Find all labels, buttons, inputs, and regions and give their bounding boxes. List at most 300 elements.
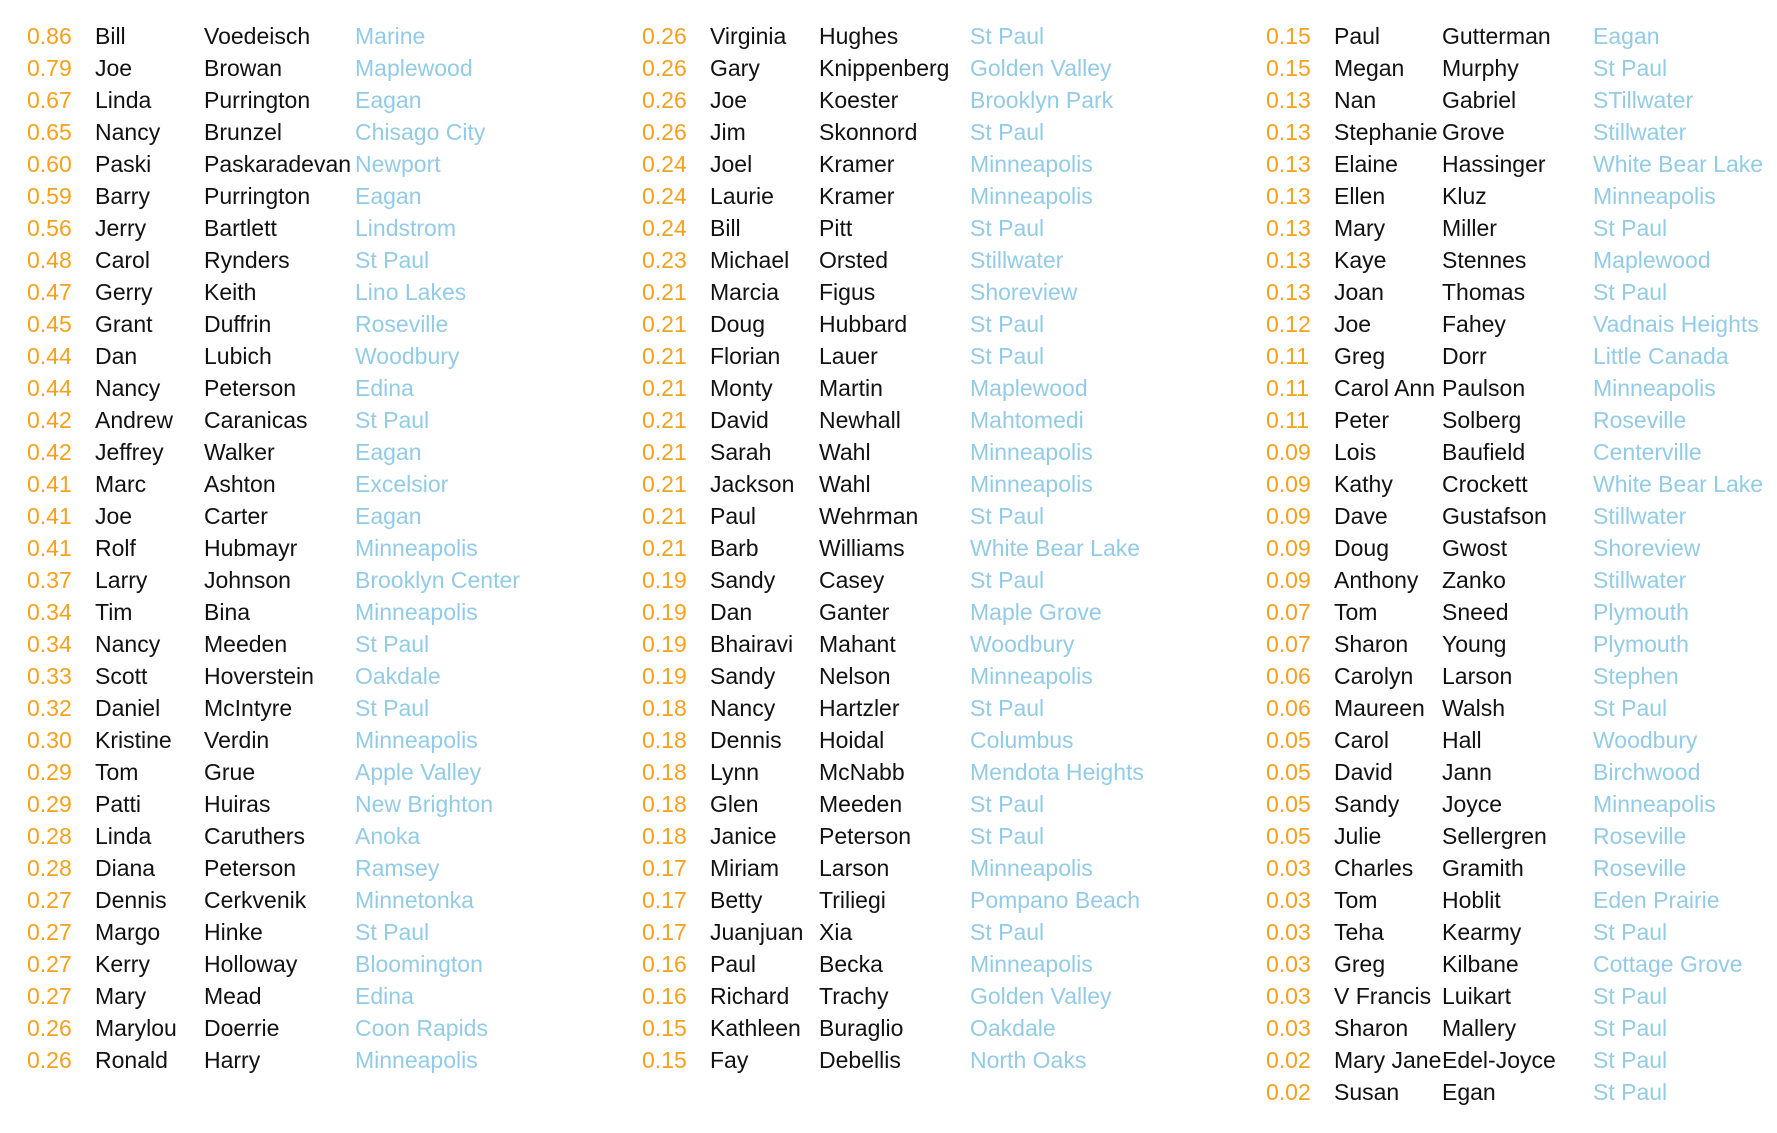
city-name: Minneapolis bbox=[970, 663, 1093, 689]
first-name: Greg bbox=[1334, 951, 1386, 977]
first-name: Richard bbox=[710, 983, 790, 1009]
score-value: 0.13 bbox=[1266, 151, 1311, 177]
score-value: 0.11 bbox=[1266, 407, 1310, 433]
score-value: 0.11 bbox=[1266, 343, 1310, 369]
city-name: Maplewood bbox=[970, 375, 1088, 401]
first-name: Lynn bbox=[710, 759, 760, 785]
last-name: Grove bbox=[1442, 119, 1505, 145]
score-value: 0.21 bbox=[642, 471, 687, 497]
city-name: Lindstrom bbox=[355, 215, 456, 241]
city-name: Excelsior bbox=[355, 471, 449, 497]
city-name: Eagan bbox=[355, 87, 422, 113]
city-name: Little Canada bbox=[1593, 343, 1729, 369]
last-name: Koester bbox=[819, 87, 899, 113]
score-value: 0.86 bbox=[27, 23, 72, 49]
city-name: St Paul bbox=[1593, 1047, 1668, 1073]
first-name: Tim bbox=[95, 599, 133, 625]
score-value: 0.44 bbox=[27, 375, 72, 401]
city-name: Birchwood bbox=[1593, 759, 1701, 785]
last-name: Walker bbox=[204, 439, 275, 465]
score-value: 0.13 bbox=[1266, 279, 1311, 305]
city-name: St Paul bbox=[1593, 919, 1668, 945]
score-value: 0.09 bbox=[1266, 503, 1311, 529]
last-name: Hartzler bbox=[819, 695, 900, 721]
first-name: Linda bbox=[95, 87, 152, 113]
score-value: 0.16 bbox=[642, 983, 687, 1009]
city-name: Eden Prairie bbox=[1593, 887, 1720, 913]
last-name: Keith bbox=[204, 279, 257, 305]
score-value: 0.07 bbox=[1266, 631, 1311, 657]
last-name: Caruthers bbox=[204, 823, 305, 849]
city-name: Pompano Beach bbox=[970, 887, 1141, 913]
city-name: Minneapolis bbox=[355, 1047, 478, 1073]
first-name: Laurie bbox=[710, 183, 774, 209]
score-value: 0.30 bbox=[27, 727, 72, 753]
city-name: St Paul bbox=[355, 695, 430, 721]
last-name: McNabb bbox=[819, 759, 905, 785]
last-name: Lubich bbox=[204, 343, 272, 369]
first-name: Jackson bbox=[710, 471, 795, 497]
first-name: Lois bbox=[1334, 439, 1377, 465]
score-value: 0.17 bbox=[642, 887, 687, 913]
first-name: Charles bbox=[1334, 855, 1414, 881]
first-name: Gerry bbox=[95, 279, 153, 305]
last-name: Gutterman bbox=[1442, 23, 1551, 49]
city-name: Minneapolis bbox=[970, 855, 1093, 881]
city-name: St Paul bbox=[1593, 695, 1668, 721]
first-name: Marcia bbox=[710, 279, 780, 305]
score-value: 0.59 bbox=[27, 183, 72, 209]
score-value: 0.65 bbox=[27, 119, 72, 145]
last-name: Brunzel bbox=[204, 119, 282, 145]
first-name: Dennis bbox=[710, 727, 782, 753]
city-name: Maplewood bbox=[1593, 247, 1711, 273]
last-name: Debellis bbox=[819, 1047, 901, 1073]
first-name: V Francis bbox=[1334, 983, 1432, 1009]
score-value: 0.29 bbox=[27, 759, 72, 785]
city-name: Lino Lakes bbox=[355, 279, 467, 305]
first-name: Anthony bbox=[1334, 567, 1419, 593]
score-value: 0.18 bbox=[642, 791, 687, 817]
last-name: Johnson bbox=[204, 567, 291, 593]
city-name: Centerville bbox=[1593, 439, 1702, 465]
first-name: Megan bbox=[1334, 55, 1405, 81]
city-name: Mendota Heights bbox=[970, 759, 1144, 785]
last-name: Xia bbox=[819, 919, 853, 945]
last-name: Miller bbox=[1442, 215, 1497, 241]
first-name: Marylou bbox=[95, 1015, 177, 1041]
city-name: St Paul bbox=[1593, 1079, 1668, 1105]
city-name: Woodbury bbox=[1593, 727, 1698, 753]
last-name: Newhall bbox=[819, 407, 901, 433]
score-value: 0.44 bbox=[27, 343, 72, 369]
score-value: 0.21 bbox=[642, 279, 687, 305]
last-name: Wehrman bbox=[819, 503, 919, 529]
score-value: 0.19 bbox=[642, 567, 687, 593]
last-name: Hall bbox=[1442, 727, 1482, 753]
first-name: Joel bbox=[710, 151, 753, 177]
last-name: Edel-Joyce bbox=[1442, 1047, 1556, 1073]
city-name: Columbus bbox=[970, 727, 1074, 753]
last-name: Peterson bbox=[819, 823, 912, 849]
last-name: Paulson bbox=[1442, 375, 1526, 401]
first-name: Stephanie bbox=[1334, 119, 1438, 145]
city-name: Maplewood bbox=[355, 55, 473, 81]
first-name: Kerry bbox=[95, 951, 150, 977]
first-name: Mary Jane bbox=[1334, 1047, 1442, 1073]
first-name: Dan bbox=[95, 343, 138, 369]
last-name: Stennes bbox=[1442, 247, 1527, 273]
city-name: Edina bbox=[355, 375, 414, 401]
last-name: Zanko bbox=[1442, 567, 1506, 593]
score-value: 0.17 bbox=[642, 855, 687, 881]
first-name: David bbox=[710, 407, 769, 433]
last-name: Meeden bbox=[819, 791, 903, 817]
score-value: 0.13 bbox=[1266, 247, 1311, 273]
last-name: Hinke bbox=[204, 919, 263, 945]
score-value: 0.05 bbox=[1266, 823, 1311, 849]
score-value: 0.19 bbox=[642, 631, 687, 657]
last-name: Walsh bbox=[1442, 695, 1506, 721]
city-name: Stillwater bbox=[1593, 567, 1687, 593]
first-name: Elaine bbox=[1334, 151, 1398, 177]
score-value: 0.21 bbox=[642, 503, 687, 529]
score-value: 0.09 bbox=[1266, 535, 1311, 561]
city-name: Oakdale bbox=[355, 663, 441, 689]
city-name: Woodbury bbox=[355, 343, 460, 369]
city-name: St Paul bbox=[970, 215, 1045, 241]
city-name: St Paul bbox=[970, 311, 1045, 337]
last-name: Larson bbox=[819, 855, 890, 881]
first-name: Jim bbox=[710, 119, 746, 145]
city-name: Minneapolis bbox=[355, 535, 478, 561]
first-name: Dave bbox=[1334, 503, 1388, 529]
first-name: Doug bbox=[1334, 535, 1389, 561]
last-name: Knippenberg bbox=[819, 55, 950, 81]
last-name: Gwost bbox=[1442, 535, 1508, 561]
first-name: Miriam bbox=[710, 855, 779, 881]
score-value: 0.26 bbox=[27, 1015, 72, 1041]
score-value: 0.27 bbox=[27, 919, 72, 945]
last-name: McIntyre bbox=[204, 695, 293, 721]
last-name: Thomas bbox=[1442, 279, 1526, 305]
last-name: Mallery bbox=[1442, 1015, 1517, 1041]
last-name: Buraglio bbox=[819, 1015, 904, 1041]
last-name: Duffrin bbox=[204, 311, 272, 337]
last-name: Holloway bbox=[204, 951, 298, 977]
score-value: 0.27 bbox=[27, 983, 72, 1009]
score-value: 0.11 bbox=[1266, 375, 1310, 401]
first-name: Ellen bbox=[1334, 183, 1386, 209]
score-value: 0.21 bbox=[642, 311, 687, 337]
score-value: 0.15 bbox=[642, 1047, 687, 1073]
city-name: Roseville bbox=[1593, 407, 1687, 433]
score-value: 0.32 bbox=[27, 695, 72, 721]
score-value: 0.15 bbox=[642, 1015, 687, 1041]
first-name: Nan bbox=[1334, 87, 1377, 113]
score-value: 0.27 bbox=[27, 887, 72, 913]
score-value: 0.23 bbox=[642, 247, 687, 273]
score-value: 0.27 bbox=[27, 951, 72, 977]
first-name: Tom bbox=[95, 759, 139, 785]
last-name: Voedeisch bbox=[204, 23, 311, 49]
last-name: Baufield bbox=[1442, 439, 1526, 465]
first-name: Joe bbox=[1334, 311, 1372, 337]
first-name: Kristine bbox=[95, 727, 172, 753]
city-name: Stillwater bbox=[970, 247, 1064, 273]
city-name: Mahtomedi bbox=[970, 407, 1084, 433]
score-value: 0.03 bbox=[1266, 887, 1311, 913]
city-name: Shoreview bbox=[970, 279, 1078, 305]
city-name: St Paul bbox=[355, 407, 430, 433]
last-name: Martin bbox=[819, 375, 883, 401]
city-name: Stephen bbox=[1593, 663, 1679, 689]
city-name: Cottage Grove bbox=[1593, 951, 1743, 977]
score-value: 0.09 bbox=[1266, 471, 1311, 497]
first-name: Michael bbox=[710, 247, 790, 273]
score-value: 0.13 bbox=[1266, 119, 1311, 145]
first-name: Peter bbox=[1334, 407, 1389, 433]
first-name: Nancy bbox=[95, 631, 161, 657]
score-value: 0.33 bbox=[27, 663, 72, 689]
last-name: Sellergren bbox=[1442, 823, 1547, 849]
last-name: Orsted bbox=[819, 247, 889, 273]
first-name: Mary bbox=[95, 983, 147, 1009]
score-value: 0.29 bbox=[27, 791, 72, 817]
score-value: 0.09 bbox=[1266, 439, 1311, 465]
last-name: Hubmayr bbox=[204, 535, 298, 561]
first-name: Teha bbox=[1334, 919, 1384, 945]
score-value: 0.13 bbox=[1266, 87, 1311, 113]
first-name: Rolf bbox=[95, 535, 136, 561]
city-name: St Paul bbox=[970, 791, 1045, 817]
first-name: Monty bbox=[710, 375, 773, 401]
score-value: 0.03 bbox=[1266, 855, 1311, 881]
city-name: Roseville bbox=[1593, 855, 1687, 881]
last-name: Hubbard bbox=[819, 311, 908, 337]
first-name: Dennis bbox=[95, 887, 167, 913]
last-name: Larson bbox=[1442, 663, 1513, 689]
first-name: Tom bbox=[1334, 599, 1378, 625]
city-name: St Paul bbox=[970, 343, 1045, 369]
last-name: Kearmy bbox=[1442, 919, 1522, 945]
last-name: Browan bbox=[204, 55, 282, 81]
score-value: 0.03 bbox=[1266, 919, 1311, 945]
city-name: Edina bbox=[355, 983, 414, 1009]
city-name: St Paul bbox=[1593, 279, 1668, 305]
first-name: Linda bbox=[95, 823, 152, 849]
first-name: Sarah bbox=[710, 439, 772, 465]
city-name: Maple Grove bbox=[970, 599, 1102, 625]
last-name: Paskaradevan bbox=[204, 151, 352, 177]
first-name: Sharon bbox=[1334, 1015, 1409, 1041]
score-value: 0.34 bbox=[27, 631, 72, 657]
score-value: 0.12 bbox=[1266, 311, 1311, 337]
score-value: 0.21 bbox=[642, 375, 687, 401]
first-name: Fay bbox=[710, 1047, 749, 1073]
city-name: Minneapolis bbox=[1593, 375, 1716, 401]
first-name: Florian bbox=[710, 343, 781, 369]
last-name: Ganter bbox=[819, 599, 890, 625]
first-name: Virginia bbox=[710, 23, 787, 49]
first-name: Susan bbox=[1334, 1079, 1400, 1105]
last-name: Hoblit bbox=[1442, 887, 1501, 913]
score-value: 0.21 bbox=[642, 407, 687, 433]
city-name: Vadnais Heights bbox=[1593, 311, 1759, 337]
city-name: Minneapolis bbox=[1593, 183, 1716, 209]
score-value: 0.13 bbox=[1266, 215, 1311, 241]
score-value: 0.03 bbox=[1266, 983, 1311, 1009]
first-name: Barry bbox=[95, 183, 150, 209]
last-name: Solberg bbox=[1442, 407, 1522, 433]
last-name: Kluz bbox=[1442, 183, 1487, 209]
first-name: Doug bbox=[710, 311, 765, 337]
first-name: Maureen bbox=[1334, 695, 1425, 721]
city-name: St Paul bbox=[970, 919, 1045, 945]
last-name: Becka bbox=[819, 951, 883, 977]
city-name: Plymouth bbox=[1593, 631, 1689, 657]
city-name: Roseville bbox=[355, 311, 449, 337]
city-name: Newport bbox=[355, 151, 441, 177]
score-value: 0.48 bbox=[27, 247, 72, 273]
last-name: Meeden bbox=[204, 631, 288, 657]
first-name: Paski bbox=[95, 151, 152, 177]
score-value: 0.07 bbox=[1266, 599, 1311, 625]
first-name: Carolyn bbox=[1334, 663, 1414, 689]
last-name: Harry bbox=[204, 1047, 261, 1073]
last-name: Verdin bbox=[204, 727, 270, 753]
first-name: Joe bbox=[95, 55, 133, 81]
city-name: White Bear Lake bbox=[1593, 151, 1764, 177]
first-name: Carol Ann bbox=[1334, 375, 1436, 401]
last-name: Kramer bbox=[819, 151, 895, 177]
first-name: Joan bbox=[1334, 279, 1384, 305]
last-name: Kramer bbox=[819, 183, 895, 209]
score-value: 0.15 bbox=[1266, 23, 1311, 49]
score-value: 0.21 bbox=[642, 343, 687, 369]
score-value: 0.41 bbox=[27, 503, 72, 529]
first-name: Bill bbox=[95, 23, 126, 49]
city-name: Golden Valley bbox=[970, 983, 1112, 1009]
score-value: 0.26 bbox=[642, 87, 687, 113]
last-name: Caranicas bbox=[204, 407, 308, 433]
first-name: Greg bbox=[1334, 343, 1386, 369]
city-name: St Paul bbox=[970, 695, 1045, 721]
score-value: 0.18 bbox=[642, 695, 687, 721]
city-name: Shoreview bbox=[1593, 535, 1701, 561]
city-name: Minnetonka bbox=[355, 887, 474, 913]
city-name: Minneapolis bbox=[970, 183, 1093, 209]
last-name: Murphy bbox=[1442, 55, 1519, 81]
last-name: Grue bbox=[204, 759, 256, 785]
last-name: Gramith bbox=[1442, 855, 1524, 881]
city-name: Brooklyn Center bbox=[355, 567, 520, 593]
last-name: Hoidal bbox=[819, 727, 885, 753]
last-name: Nelson bbox=[819, 663, 891, 689]
city-name: Plymouth bbox=[1593, 599, 1689, 625]
score-value: 0.21 bbox=[642, 439, 687, 465]
city-name: Minneapolis bbox=[970, 439, 1093, 465]
last-name: Doerrie bbox=[204, 1015, 280, 1041]
score-value: 0.24 bbox=[642, 183, 687, 209]
city-name: Roseville bbox=[1593, 823, 1687, 849]
first-name: Nancy bbox=[95, 375, 161, 401]
last-name: Peterson bbox=[204, 855, 297, 881]
score-value: 0.42 bbox=[27, 439, 72, 465]
score-value: 0.05 bbox=[1266, 759, 1311, 785]
last-name: Hoverstein bbox=[204, 663, 314, 689]
score-value: 0.41 bbox=[27, 535, 72, 561]
score-value: 0.67 bbox=[27, 87, 72, 113]
last-name: Wahl bbox=[819, 471, 871, 497]
first-name: Nancy bbox=[95, 119, 161, 145]
score-value: 0.24 bbox=[642, 215, 687, 241]
city-name: St Paul bbox=[1593, 215, 1668, 241]
score-value: 0.56 bbox=[27, 215, 72, 241]
last-name: Triliegi bbox=[819, 887, 886, 913]
last-name: Luikart bbox=[1442, 983, 1512, 1009]
last-name: Skonnord bbox=[819, 119, 918, 145]
city-name: Minneapolis bbox=[355, 727, 478, 753]
score-value: 0.03 bbox=[1266, 1015, 1311, 1041]
first-name: Julie bbox=[1334, 823, 1382, 849]
first-name: Betty bbox=[710, 887, 763, 913]
first-name: Bhairavi bbox=[710, 631, 794, 657]
score-value: 0.26 bbox=[642, 119, 687, 145]
last-name: Kilbane bbox=[1442, 951, 1519, 977]
city-name: Oakdale bbox=[970, 1015, 1056, 1041]
last-name: Hassinger bbox=[1442, 151, 1546, 177]
last-name: Young bbox=[1442, 631, 1507, 657]
city-name: North Oaks bbox=[970, 1047, 1087, 1073]
first-name: Carol bbox=[95, 247, 150, 273]
city-name: White Bear Lake bbox=[1593, 471, 1764, 497]
city-name: Coon Rapids bbox=[355, 1015, 488, 1041]
city-name: Apple Valley bbox=[355, 759, 482, 785]
first-name: Kathy bbox=[1334, 471, 1393, 497]
score-value: 0.28 bbox=[27, 855, 72, 881]
score-value: 0.02 bbox=[1266, 1079, 1311, 1105]
city-name: Chisago City bbox=[355, 119, 486, 145]
city-name: Eagan bbox=[355, 439, 422, 465]
city-name: St Paul bbox=[970, 23, 1045, 49]
first-name: David bbox=[1334, 759, 1393, 785]
city-name: Minneapolis bbox=[970, 471, 1093, 497]
city-name: Ramsey bbox=[355, 855, 440, 881]
last-name: Carter bbox=[204, 503, 268, 529]
first-name: Juanjuan bbox=[710, 919, 804, 945]
score-value: 0.18 bbox=[642, 823, 687, 849]
first-name: Tom bbox=[1334, 887, 1378, 913]
city-name: Marine bbox=[355, 23, 426, 49]
city-name: Minneapolis bbox=[355, 599, 478, 625]
city-name: St Paul bbox=[355, 247, 430, 273]
score-value: 0.09 bbox=[1266, 567, 1311, 593]
score-value: 0.18 bbox=[642, 759, 687, 785]
city-name: STillwater bbox=[1593, 87, 1694, 113]
last-name: Joyce bbox=[1442, 791, 1503, 817]
last-name: Huiras bbox=[204, 791, 271, 817]
first-name: Grant bbox=[95, 311, 153, 337]
score-value: 0.03 bbox=[1266, 951, 1311, 977]
first-name: Barb bbox=[710, 535, 759, 561]
score-value: 0.19 bbox=[642, 663, 687, 689]
city-name: Eagan bbox=[355, 183, 422, 209]
city-name: St Paul bbox=[355, 631, 430, 657]
score-value: 0.21 bbox=[642, 535, 687, 561]
first-name: Paul bbox=[710, 503, 757, 529]
first-name: Carol bbox=[1334, 727, 1389, 753]
